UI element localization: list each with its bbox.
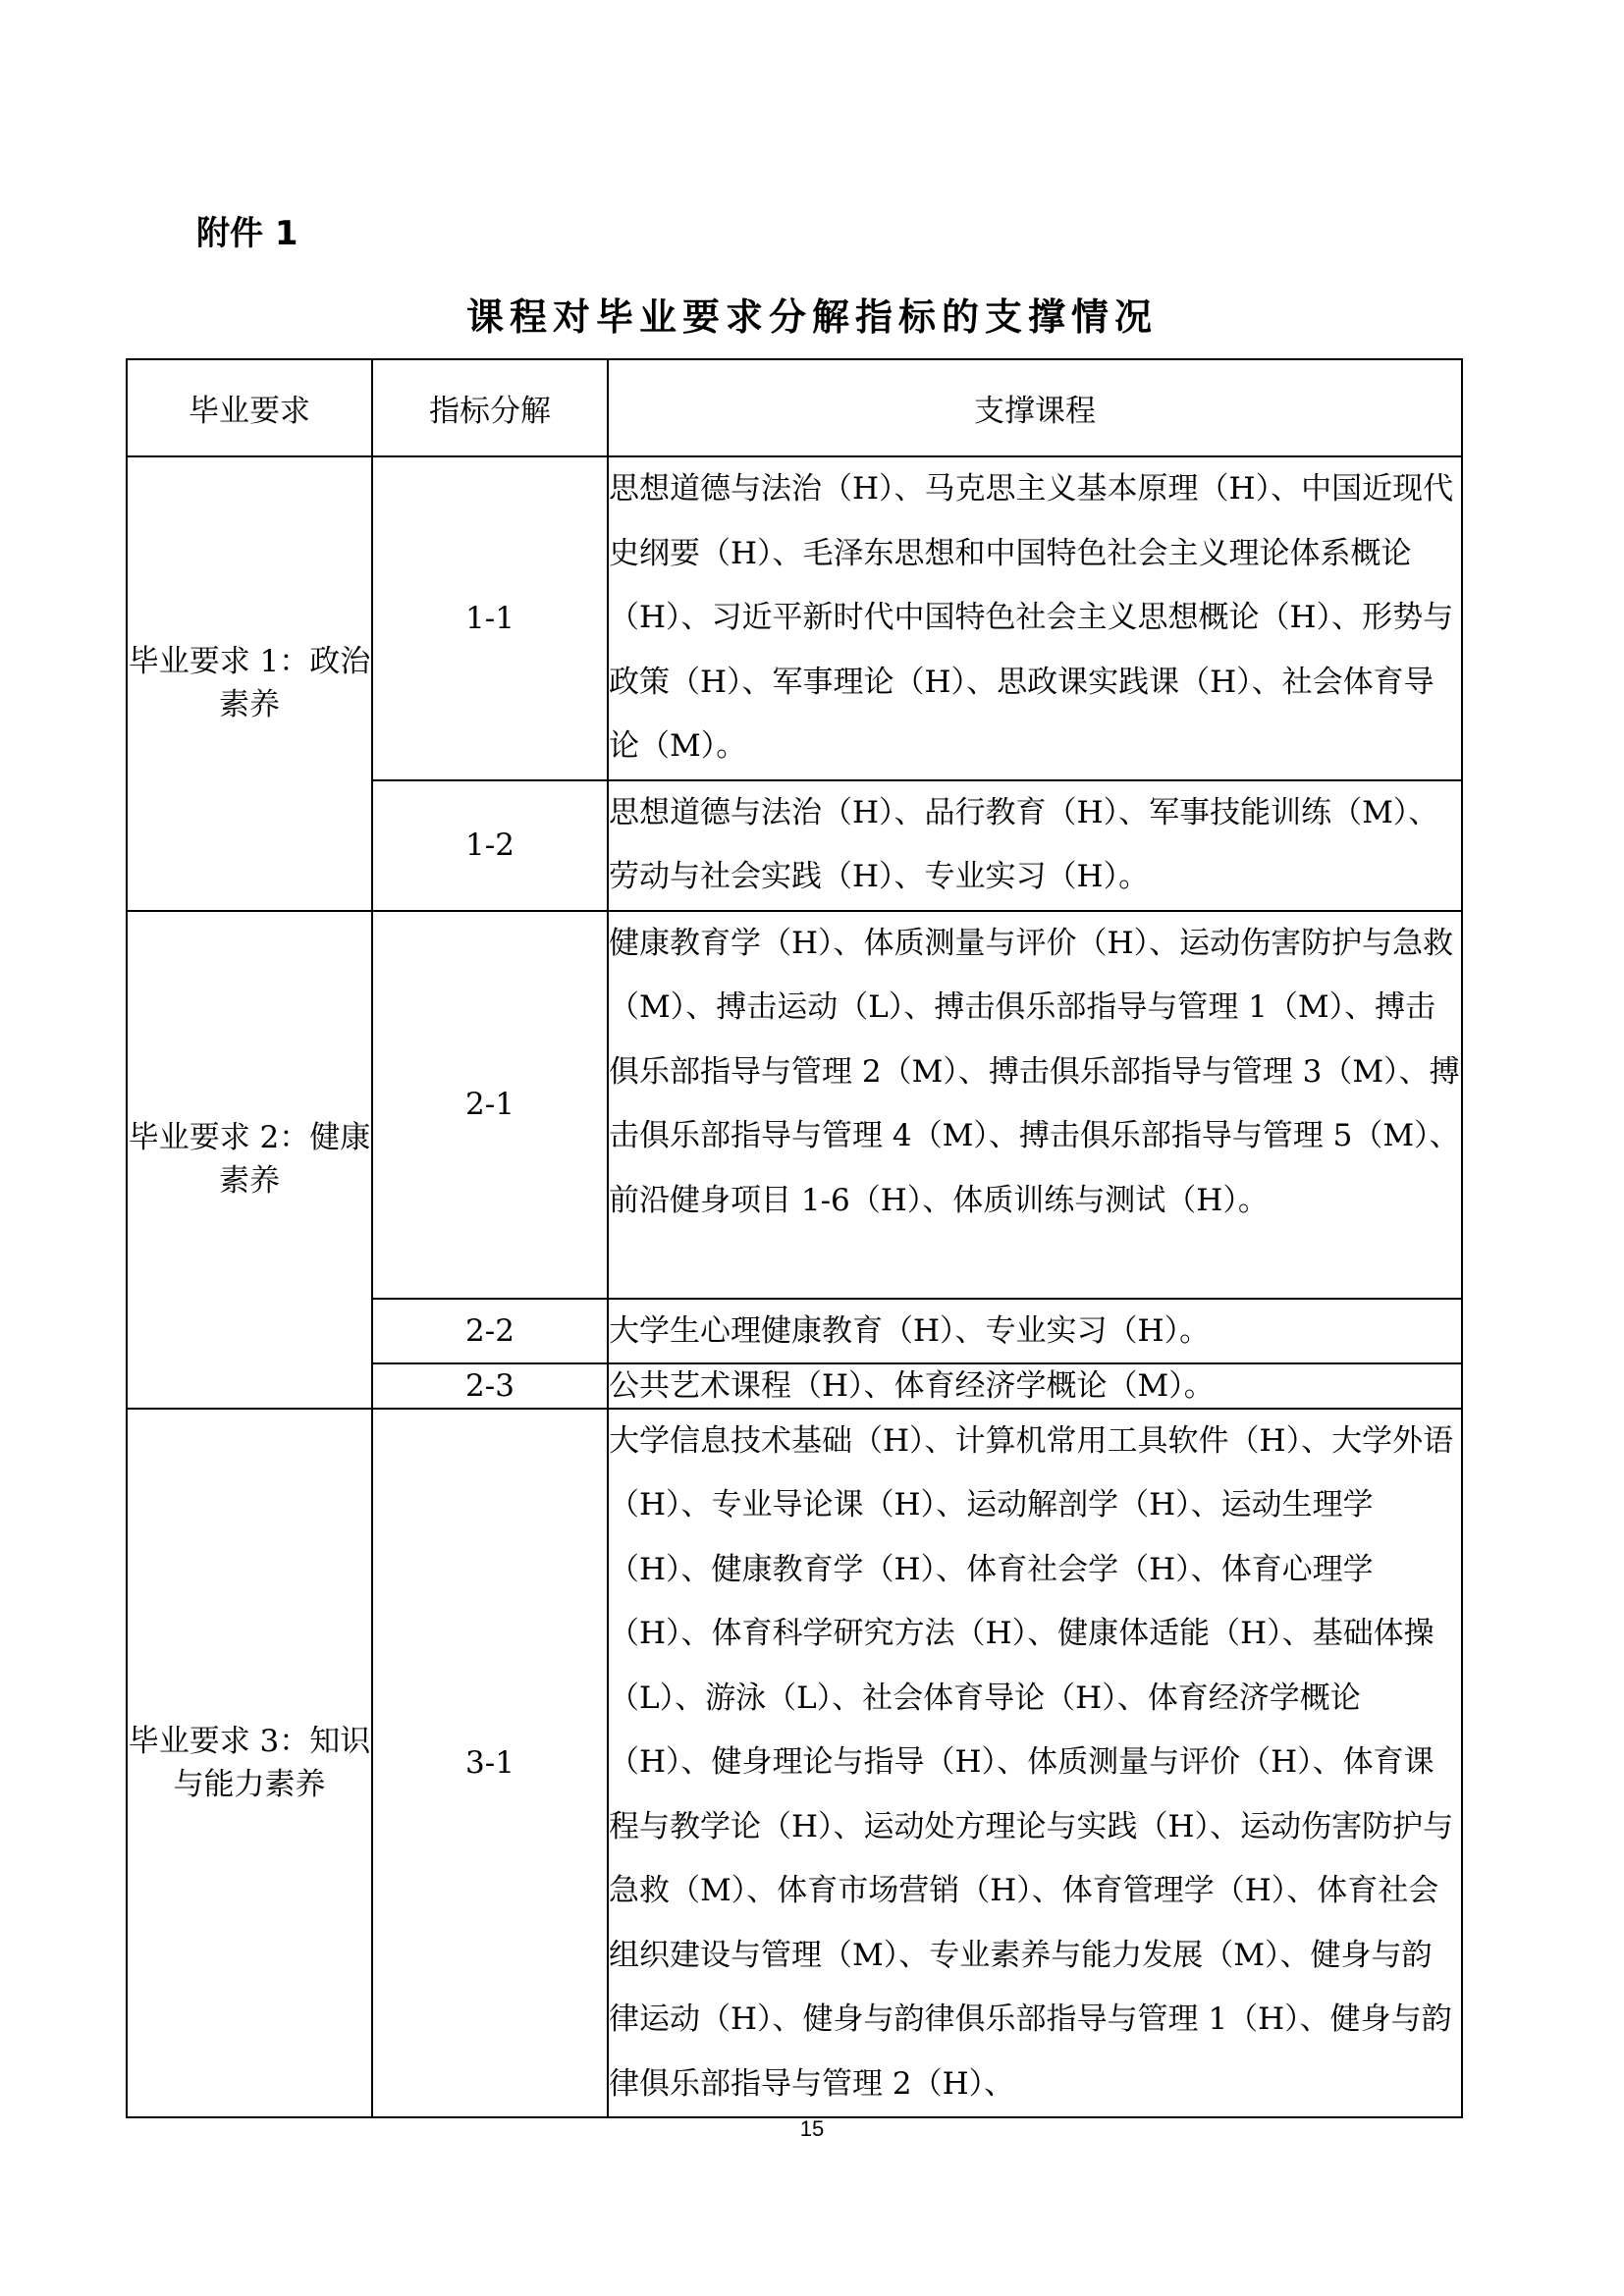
index-cell: 1-2 — [372, 780, 608, 911]
requirement-cell: 毕业要求 3：知识与能力素养 — [127, 1409, 372, 2118]
index-cell: 2-2 — [372, 1299, 608, 1363]
requirement-cell: 毕业要求 1：政治素养 — [127, 456, 372, 911]
support-table — [126, 358, 1463, 2118]
courses-cell: 大学信息技术基础（H）、计算机常用工具软件（H）、大学外语（H）、专业导论课（H）、运动解剖学（H）、运动生理学（H）、健康教育学（H）、体育社会学（H）、体育心理学（H）、体育科学研究方法（H）、健康体适能（H）、基础体操（L）、游泳（L）、社会体育导论（H）、体育经济学概论（H）、健身理论与指导（H）、体质测量与评价（H）、体育课程与教学论（H）、运动处方理论与实践（H）、运动伤害防护与急救（M）、体育市场营销（H）、体育管理学（H）、体育社会组织建设与管理（M）、专业素养与能力发展（M）、健身与韵律运动（H）、健身与韵律俱乐部指导与管理 1（H）、健身与韵律俱乐部指导与管理 2（H）、 — [608, 1409, 1462, 2118]
attachment-label: 附件 1 — [196, 214, 298, 253]
courses-cell: 公共艺术课程（H）、体育经济学概论（M）。 — [608, 1363, 1462, 1409]
courses-cell: 思想道德与法治（H）、马克思主义基本原理（H）、中国近现代史纲要（H）、毛泽东思想和中国特色社会主义理论体系概论（H）、习近平新时代中国特色社会主义思想概论（H）、形势与政策（H）、军事理论（H）、思政课实践课（H）、社会体育导论（M）。 — [608, 456, 1462, 780]
header-requirement: 毕业要求 — [127, 359, 372, 456]
table-row — [127, 911, 1462, 1299]
courses-cell: 大学生心理健康教育（H）、专业实习（H）。 — [608, 1299, 1462, 1363]
index-cell: 3-1 — [372, 1409, 608, 2118]
table-row — [127, 456, 1462, 780]
table-row — [127, 1409, 1462, 2118]
header-courses: 支撑课程 — [608, 359, 1462, 456]
courses-cell: 思想道德与法治（H）、品行教育（H）、军事技能训练（M）、劳动与社会实践（H）、专业实习（H）。 — [608, 780, 1462, 911]
index-cell: 2-1 — [372, 911, 608, 1299]
document-title: 课程对毕业要求分解指标的支撑情况 — [465, 295, 1158, 339]
requirement-cell: 毕业要求 2：健康素养 — [127, 911, 372, 1409]
index-cell: 2-3 — [372, 1363, 608, 1409]
header-index: 指标分解 — [372, 359, 608, 456]
page-number: 15 — [799, 2116, 825, 2141]
index-cell: 1-1 — [372, 456, 608, 780]
courses-cell: 健康教育学（H）、体质测量与评价（H）、运动伤害防护与急救（M）、搏击运动（L）、搏击俱乐部指导与管理 1（M）、搏击俱乐部指导与管理 2（M）、搏击俱乐部指导与管理 3（M）、搏击俱乐部指导与管理 4（M）、搏击俱乐部指导与管理 5（M）、前沿健身项目 1-6（H）、体质训练与测试（H）。 — [608, 911, 1462, 1299]
table-header-row — [127, 359, 1462, 456]
